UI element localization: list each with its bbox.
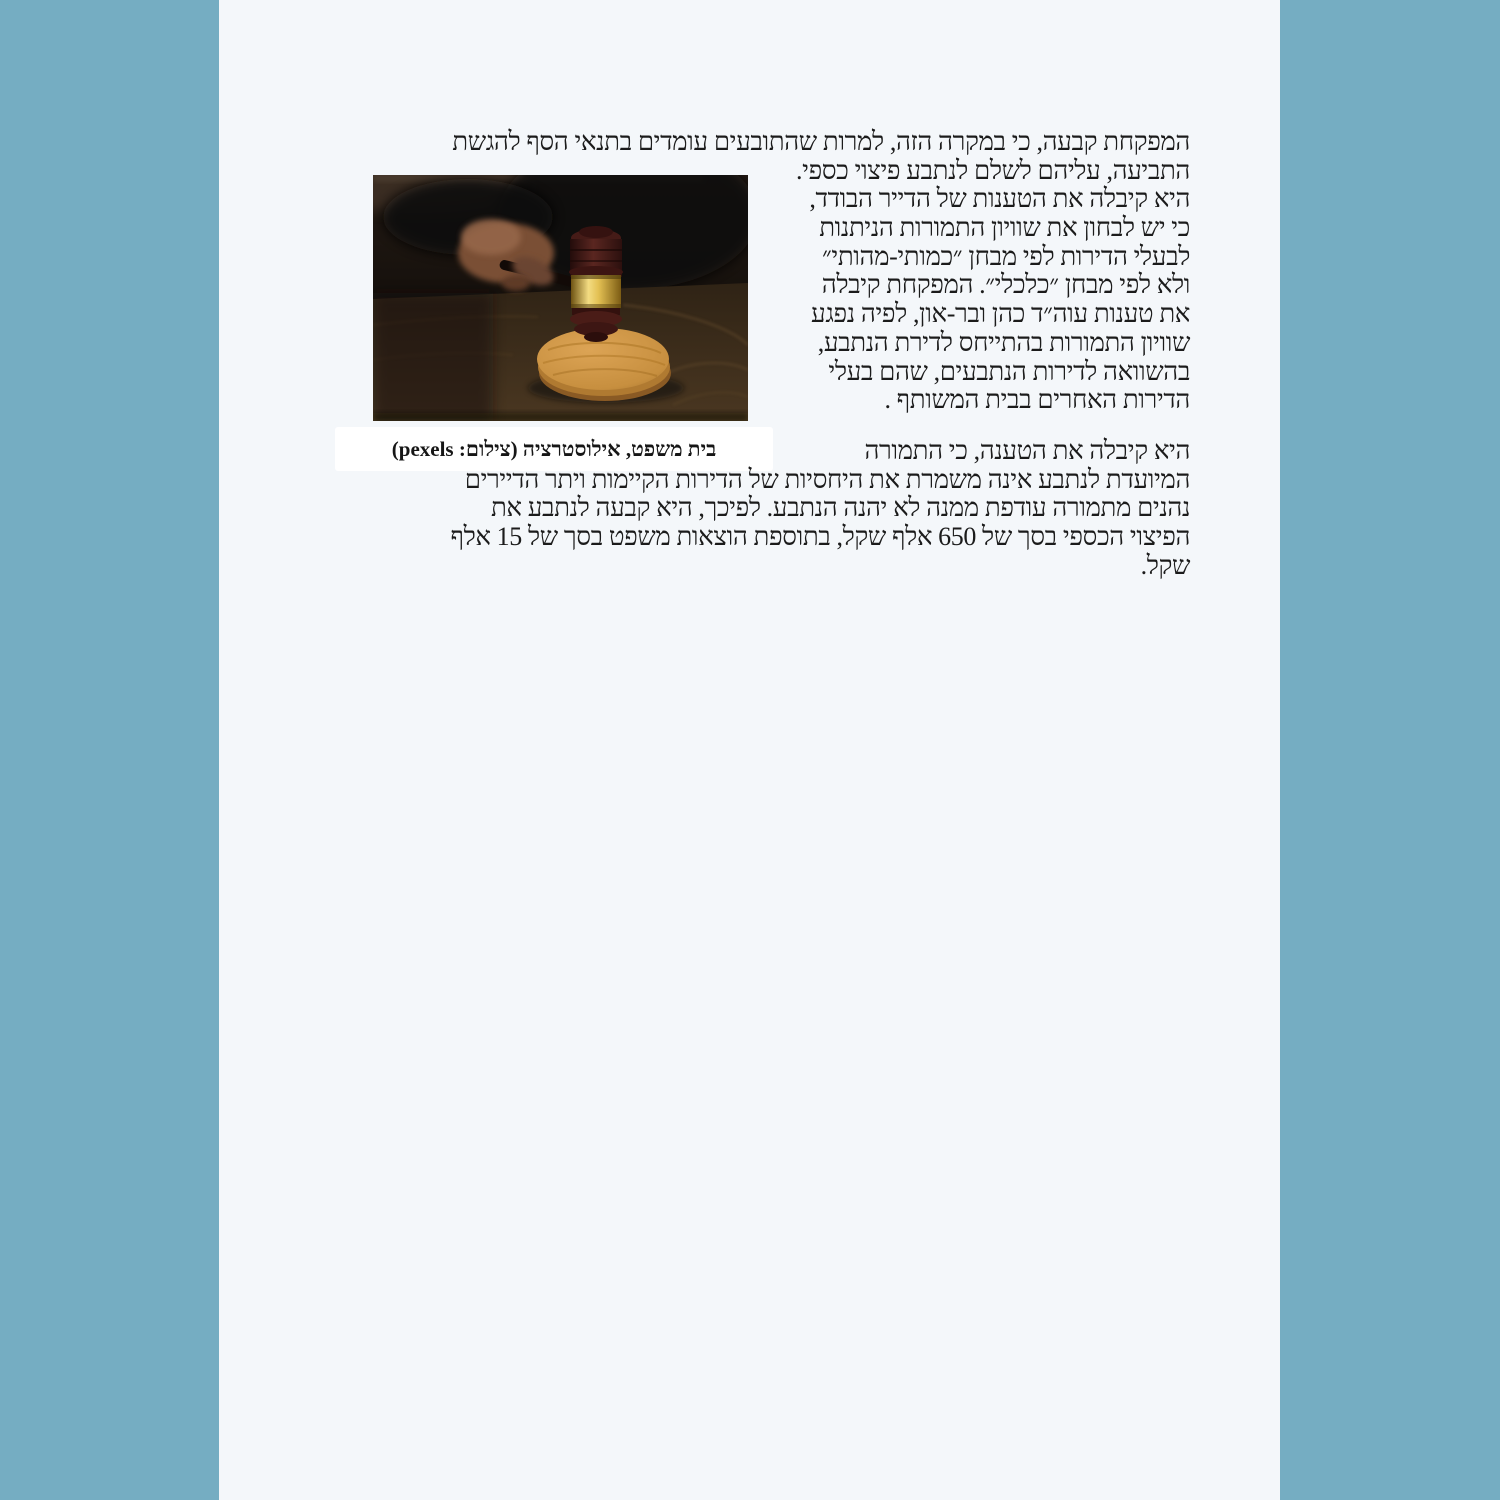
text-line: המיועדת לנתבע אינה משמרת את היחסיות של הדירות הקיימות ויתר הדיירים: [464, 464, 1190, 494]
text-line: בהשוואה לדירות הנתבעים, שהם בעלי: [828, 356, 1190, 386]
text-line: הדירות האחרים בבית המשותף .: [884, 385, 1190, 415]
text-line: את טענות עוה״ד כהן ובר-און, לפיה נפגע: [811, 299, 1190, 329]
text-line: נהנים מתמורה עודפת ממנה לא יהנה הנתבע. לפיכך, היא קבעה לנתבע את: [490, 493, 1190, 523]
text-line: היא קיבלה את הטענות של הדייר הבודד,: [809, 184, 1190, 214]
text-line: לבעלי הדירות לפי מבחן ״כמותי-מהותי״: [821, 241, 1190, 271]
photo-caption-text: בית משפט, אילוסטרציה (צילום: pexels): [391, 436, 717, 461]
text-line: המפקחת קבעה, כי במקרה הזה, למרות שהתובעים עומדים בתנאי הסף להגשת: [452, 127, 1190, 156]
document-page: [219, 0, 1280, 1500]
article-text: [219, 0, 1280, 1500]
text-line: שוויון התמורות בהתייחס לדירת הנתבע,: [817, 327, 1190, 357]
text-line: התביעה, עליהם לשלם לנתבע פיצוי כספי.: [796, 155, 1190, 185]
paragraph-2: [219, 437, 1190, 580]
text-line: היא קיבלה את הטענה, כי התמורה: [864, 435, 1190, 465]
text-line: ולא לפי מבחן ״כלכלי״. המפקחת קיבלה: [821, 270, 1190, 300]
paragraph-1: [219, 128, 1190, 415]
text-line: הפיצוי הכספי בסך של 650 אלף שקל, בתוספת הוצאות משפט בסך של 15 אלף: [450, 521, 1190, 551]
text-line: שקל.: [1140, 550, 1190, 580]
text-line: כי יש לבחון את שוויון התמורות הניתנות: [819, 213, 1190, 243]
